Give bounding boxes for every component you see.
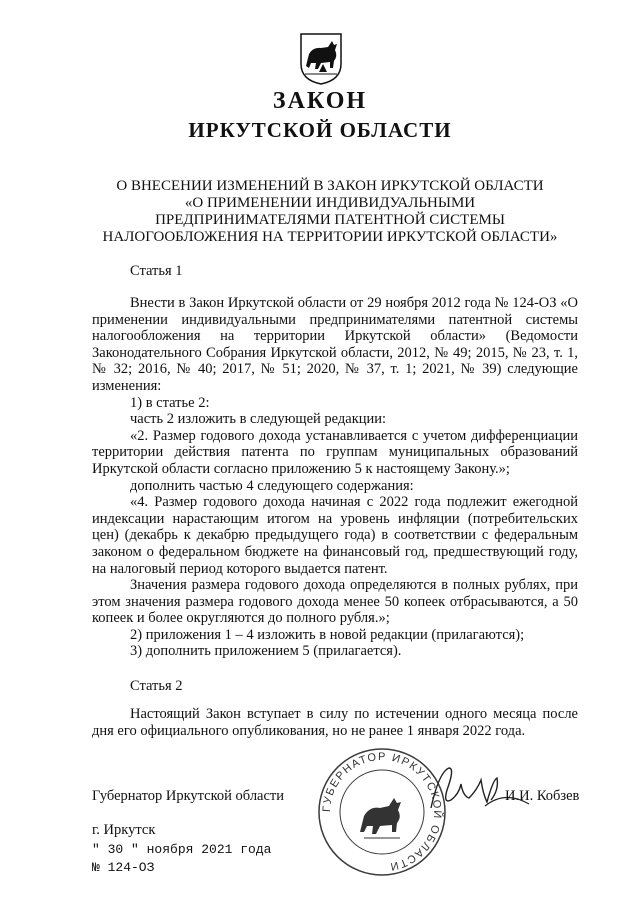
law-number: № 124-ОЗ: [92, 860, 155, 875]
governor-name: И.И. Кобзев: [505, 788, 580, 804]
article-1-quote-1: «2. Размер годового дохода устанавливается с учетом дифференциации территории действия патента по группам муниципальных образований Иркутской области согласно приложению 5 к настоящему Закону.»;: [92, 427, 578, 477]
article-2-heading: [92, 678, 578, 695]
article-1-heading: [92, 263, 578, 280]
law-title-line: НАЛОГООБЛОЖЕНИЯ НА ТЕРРИТОРИИ ИРКУТСКОЙ ОБЛАСТИ»: [102, 229, 558, 245]
article-1-item-3: 3) дополнить приложением 5 (прилагается).: [130, 643, 402, 660]
article-2-text: Настоящий Закон вступает в силу по истечении одного месяца после дня его официального опубликования, но не ранее 1 января 2022 года.: [92, 706, 578, 739]
law-title: [95, 178, 565, 246]
article-1-item-1b: дополнить частью 4 следующего содержания:: [130, 477, 414, 494]
article-heading-text: Статья 2: [130, 678, 183, 694]
article-heading-text: Статья 1: [130, 263, 183, 279]
article-1-item-2: 2) приложения 1 – 4 изложить в новой редакции (прилагаются);: [130, 626, 525, 643]
signing-date: " 30 " ноября 2021 года: [92, 842, 272, 857]
document-type-title: ЗАКОН: [272, 88, 368, 114]
article-2-body: [92, 706, 578, 739]
law-title-line: «О ПРИМЕНЕНИИ ИНДИВИДУАЛЬНЫМИ: [184, 195, 476, 211]
article-1-item-1a: часть 2 изложить в следующей редакции:: [130, 411, 387, 428]
governor-position: Губернатор Иркутской области: [92, 788, 285, 804]
signing-city: г. Иркутск: [92, 822, 156, 838]
region-title: ИРКУТСКОЙ ОБЛАСТИ: [188, 118, 452, 142]
law-title-line: О ВНЕСЕНИИ ИЗМЕНЕНИЙ В ЗАКОН ИРКУТСКОЙ ОБЛАСТИ: [116, 178, 544, 194]
article-1-quote-2: «4. Размер годового дохода начиная с 2022 года подлежит ежегодной индексации нарастающим итогом на уровень инфляции (потребительских цен) (декабрь к декабрю предыдущего года) в соответствии с федеральным законом о федеральном бюджете на финансовый год, предшествующий году, на налоговый период которого выдается патент.: [92, 494, 578, 577]
seal-text: ГУБЕРНАТОР ИРКУТСКОЙ ОБЛАСТИ: [320, 750, 444, 873]
article-1-intro: Внести в Закон Иркутской области от 29 ноября 2012 года № 124-ОЗ «О применении индивидуальными предпринимателями патентной системы налогообложения на территории Иркутской области» (Ведомости Законодательного Собрания Иркутской области, 2012, № 49; 2015, № 23, т. 1, № 32; 2016, № 40; 2017, № 51; 2020, № 37, т. 1; 2021, № 39) следующие изменения:: [92, 295, 578, 394]
article-1-quote-2b: Значения размера годового дохода определяются в полных рублях, при этом значения размера годового дохода менее 50 копеек отбрасываются, а 50 копеек и более округляются до полного рубля.»;: [92, 577, 578, 627]
article-1-body: [92, 295, 578, 660]
law-title-line: ПРЕДПРИНИМАТЕЛЯМИ ПАТЕНТНОЙ СИСТЕМЫ: [155, 212, 505, 228]
coat-of-arms-icon: [297, 30, 345, 86]
article-1-item-1: 1) в статье 2:: [130, 394, 210, 411]
